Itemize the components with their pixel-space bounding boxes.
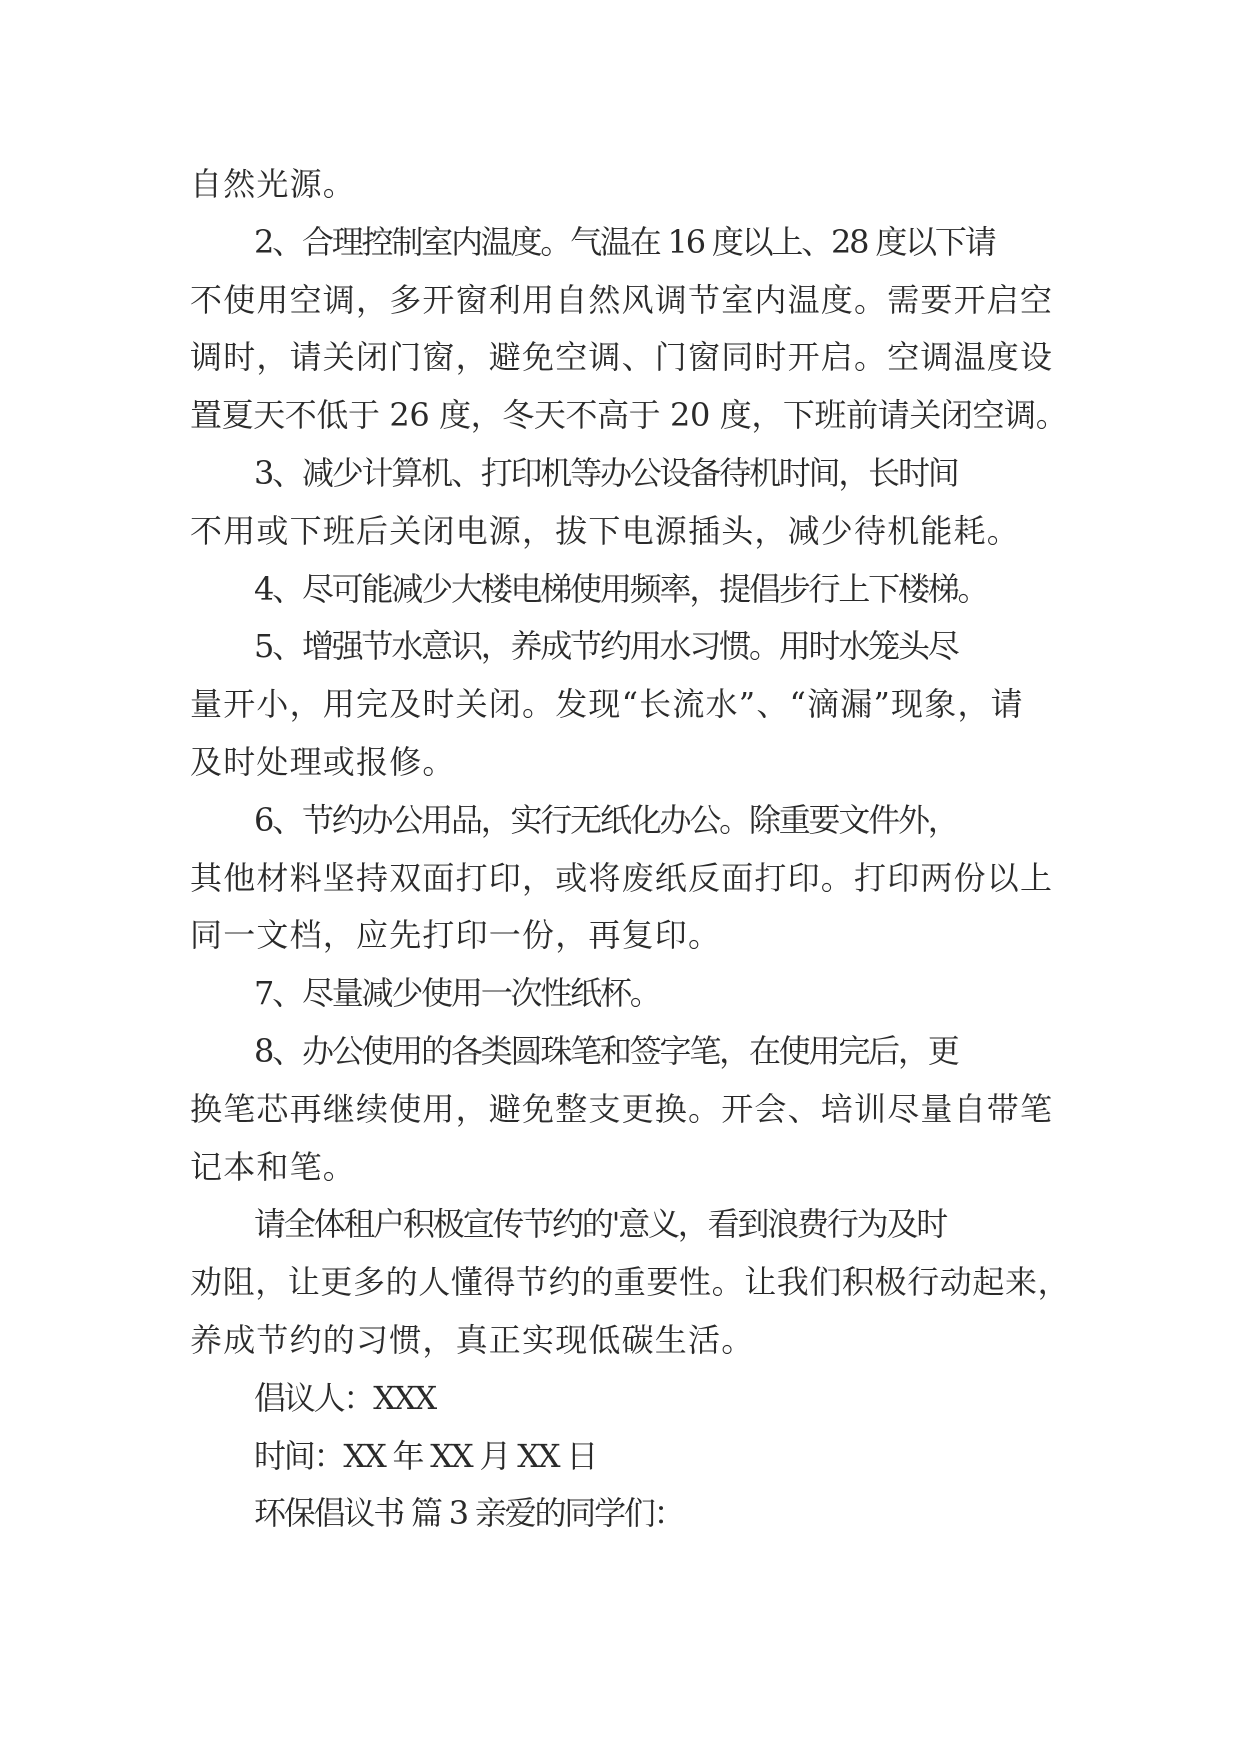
text-line: 记本和笔。: [190, 1147, 357, 1186]
text-line: 及时处理或报修。: [190, 742, 456, 781]
text-line: 3、减少计算机、打印机等办公设备待机时间，长时间: [254, 453, 958, 492]
text-line: 自然光源。: [190, 165, 357, 203]
text-line: 5、增强节水意识，养成节约用水习惯。用时水笼头尽: [254, 627, 958, 666]
text-line: 6、节约办公用品，实行无纸化办公。除重要文件外，: [254, 800, 958, 839]
text-line: 其他材料坚持双面打印，或将废纸反面打印。打印两份以上: [190, 858, 1054, 897]
text-line: 量开小，用完及时关闭。发现“长流水”、“滴漏”现象，请: [190, 685, 1024, 724]
text-line: 养成节约的习惯，真正实现低碳生活。: [190, 1320, 755, 1359]
text-line: 请全体租户积极宣传节约的'意义，看到浪费行为及时: [254, 1205, 946, 1244]
text-line: 劝阻，让更多的人懂得节约的重要性。让我们积极行动起来，: [190, 1263, 1071, 1302]
signatory-line: 倡议人：XXX: [254, 1378, 435, 1417]
text-line: 不使用空调，多开窗利用自然风调节室内温度。需要开启空: [190, 280, 1054, 319]
text-line: 2、合理控制室内温度。气温在 16 度以上、28 度以下请: [254, 222, 995, 261]
date-line: 时间：XX 年 XX 月 XX 日: [254, 1436, 597, 1475]
text-line: 4、尽可能减少大楼电梯使用频率，提倡步行上下楼梯。: [254, 569, 988, 608]
text-line: 7、尽量减少使用一次性纸杯。: [254, 974, 660, 1013]
document-body: [190, 156, 1070, 1543]
text-line: 置夏天不低于 26 度，冬天不高于 20 度，下班前请关闭空调。: [190, 396, 1068, 435]
text-line: 换笔芯再继续使用，避免整支更换。开会、培训尽量自带笔: [190, 1089, 1054, 1128]
text-line: 同一文档，应先打印一份，再复印。: [190, 916, 722, 955]
text-line: 8、办公使用的各类圆珠笔和签字笔，在使用完后，更: [254, 1031, 958, 1070]
text-line: 调时，请关闭门窗，避免空调、门窗同时开启。空调温度设: [190, 338, 1054, 377]
text-line: 不用或下班后关闭电源，拔下电源插头，减少待机能耗。: [190, 511, 1021, 550]
section-heading-line: 环保倡议书 篇 3 亲爱的同学们：: [254, 1494, 684, 1533]
